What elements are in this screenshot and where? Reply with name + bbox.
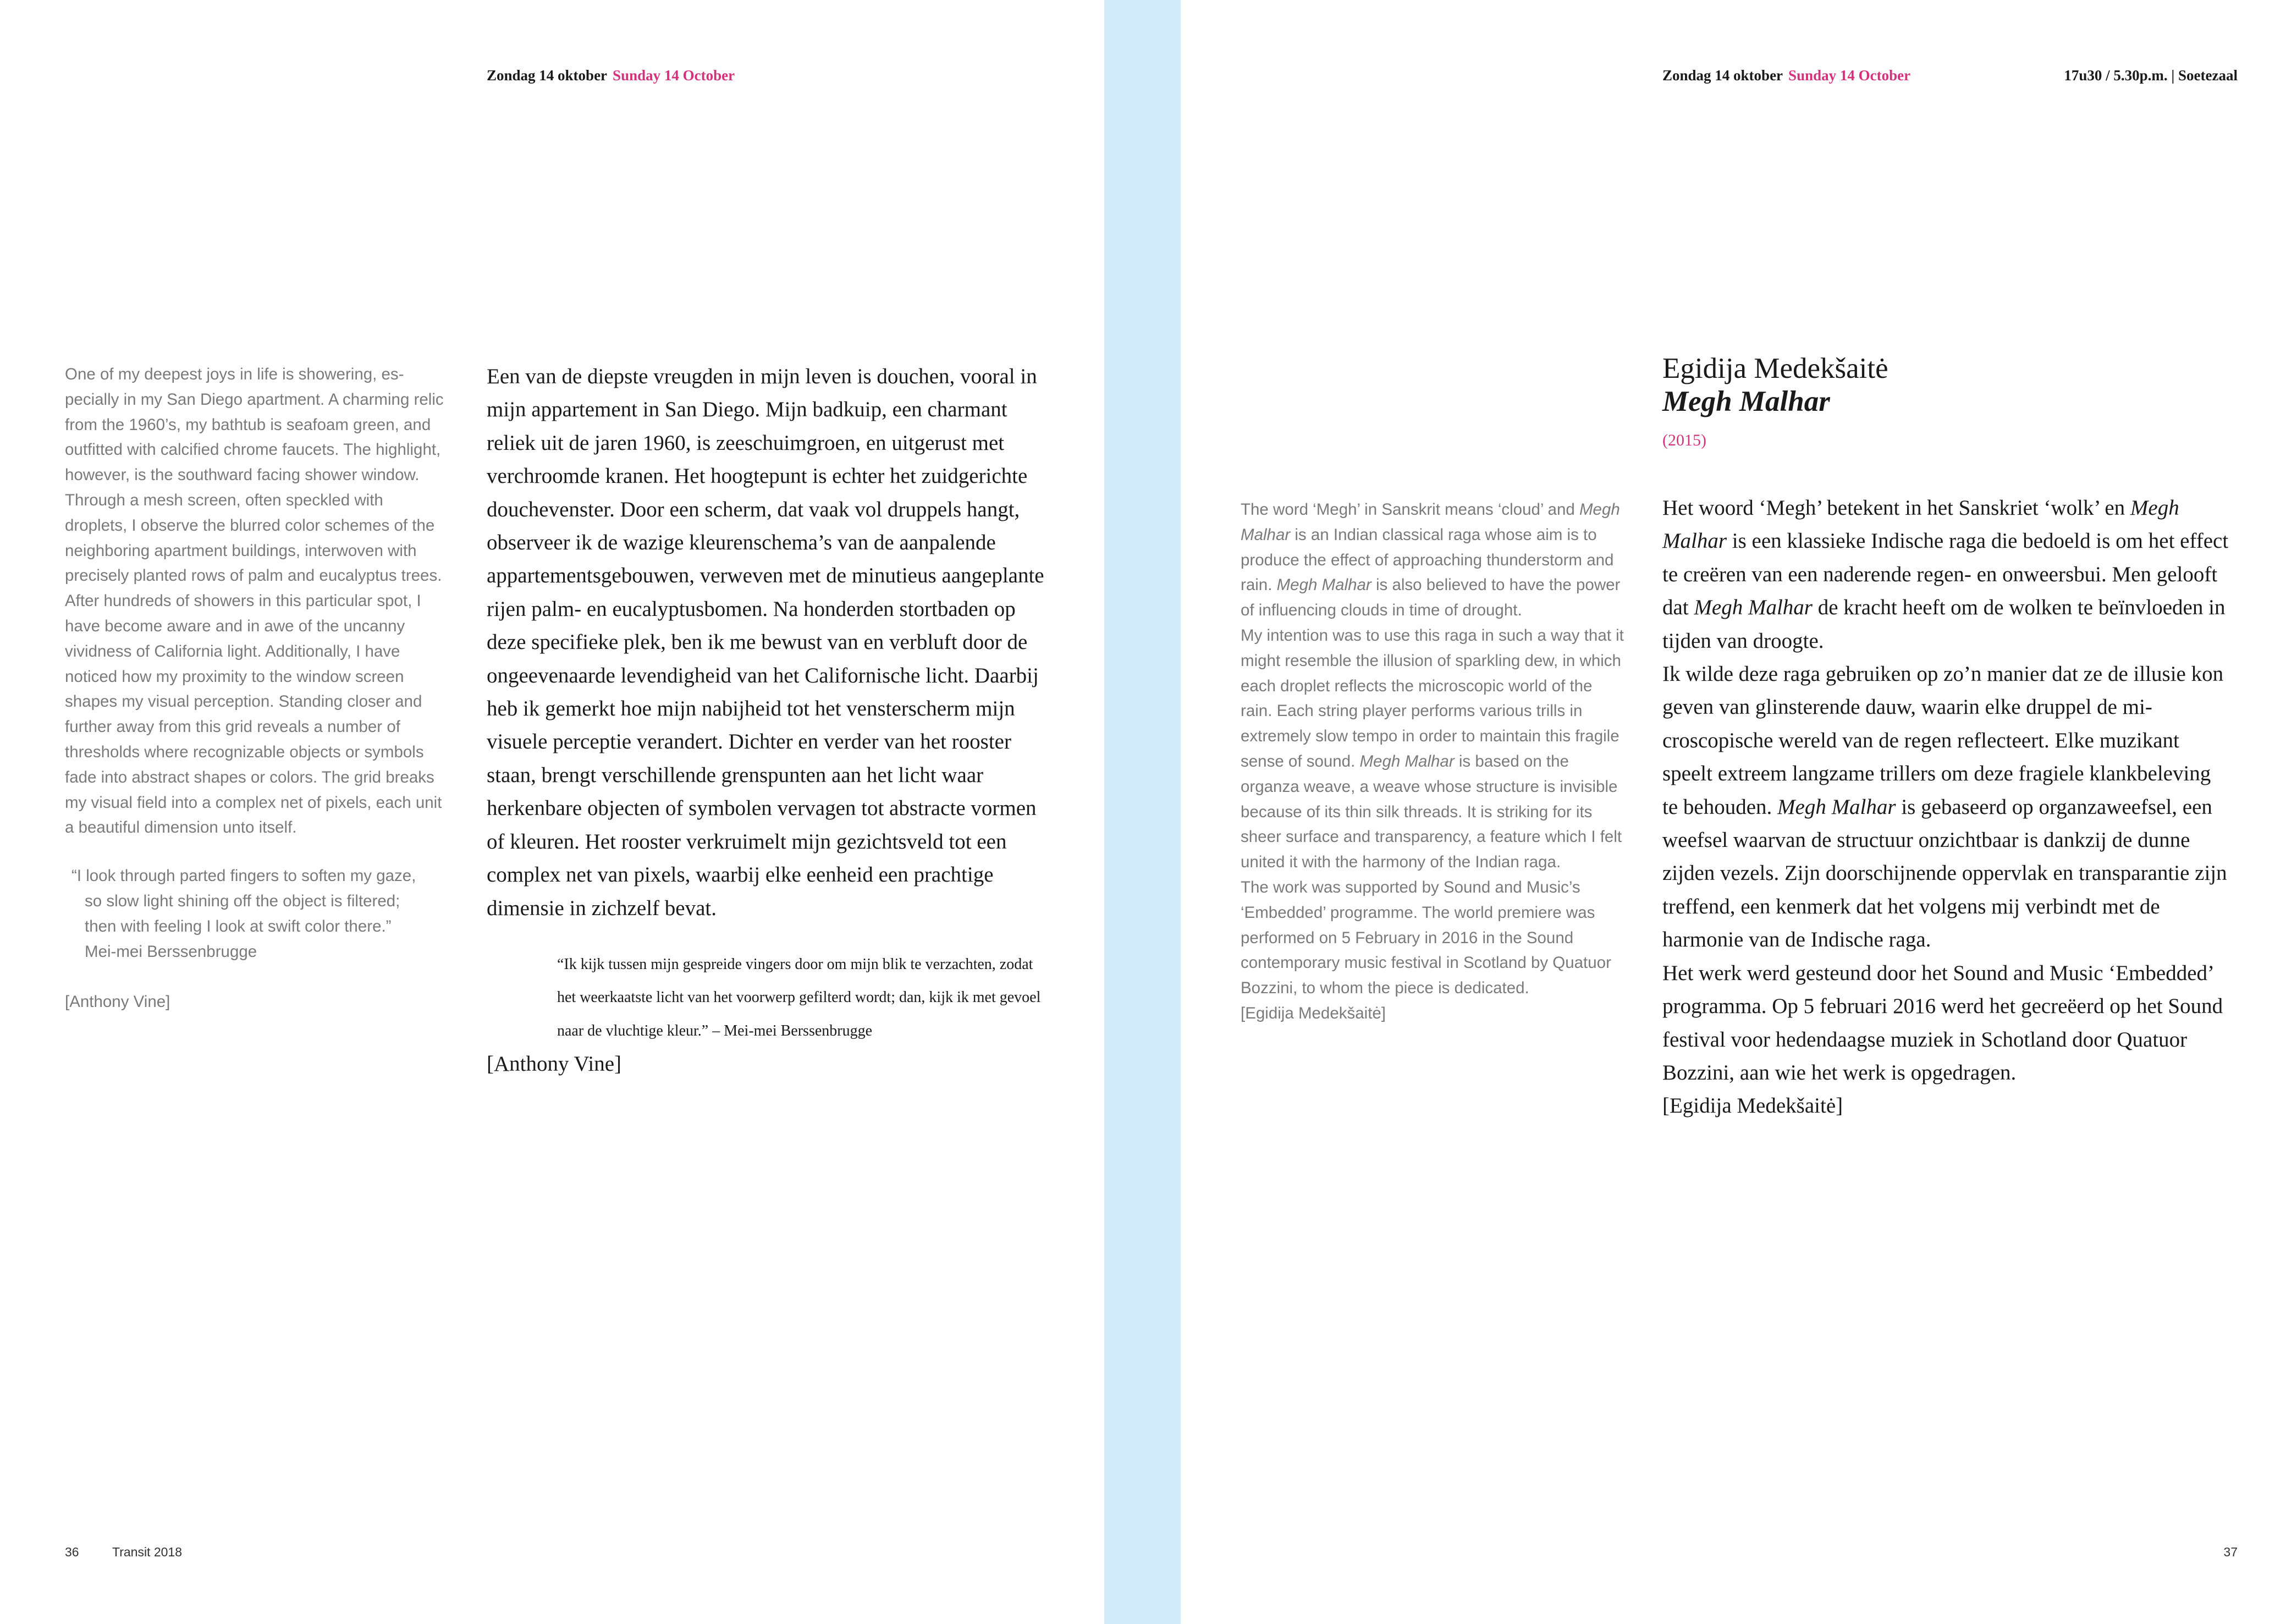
text-run: is gebaseerd op organzaweefsel, een weefsel waarvan de structuur onzichtbaar is dankzij de dunne zijden vezels. Zijn doorschijnende oppervlak en transparantie zijn treffend, een kenmerk dat het volgens mij verbindt met de harmonie van de Indische raga.	[1662, 795, 2227, 952]
composer-name: Egidija Medekšaitė	[1662, 353, 1888, 384]
text-run: de kracht heeft om de wolken te beïnvloeden in tijden van droogte.	[1662, 596, 2226, 653]
english-paragraph: The work was supported by Sound and Music’s ‘Embedded’ programme. The world premiere was performed on 5 February in 2016 in the Sound contemporary music festival in Scotland by Quatuor Bozzini, to whom the piece is dedicated.	[1241, 878, 1611, 998]
composer-heading	[1662, 352, 1888, 418]
english-quote-author: Mei-mei Berssenbrugge	[85, 942, 257, 961]
text-run: My intention was to use this raga in such a way that it might resemble the illusion of sparkling dew, in which each droplet reflects the microscopic world of the rain. Each string player performs various trills in extremely slow tempo in order to maintain this fragile sense of sound.	[1241, 626, 1624, 770]
left-page	[0, 0, 1104, 1624]
title-run: Megh Malhar	[1359, 752, 1455, 770]
title-run: Megh Malhar	[1662, 496, 2179, 553]
title-run: Megh Malhar	[1777, 795, 1896, 819]
dutch-text-column-right	[1662, 492, 2229, 1123]
text-run: is also believed to have the power of influencing clouds in time of drought.	[1241, 576, 1621, 620]
text-run: Het woord ‘Megh’ betekent in het Sanskriet ‘wolk’ en	[1662, 496, 2130, 520]
english-paragraph	[1241, 497, 1626, 623]
title-run: Megh Malhar	[1276, 576, 1371, 594]
english-quote-line: “I look through parted fingers to soften my gaze,	[71, 867, 416, 885]
english-text-column	[65, 362, 444, 1015]
text-run: is based on the organza weave, a weave whose structure is invisible because of its thin silk threads. It is striking for its sheer surface and transparency, a feature which I felt united it with the harmony of the Indian raga.	[1241, 752, 1622, 872]
dutch-text-column	[487, 360, 1053, 1081]
english-paragraph	[1241, 623, 1626, 875]
work-title: Megh Malhar	[1662, 386, 1830, 417]
text-run: is an Indian classical raga whose aim is to produce the effect of approaching thunderstorm and rain.	[1241, 525, 1614, 594]
page-number-right: 37	[2223, 1545, 2238, 1559]
work-year: (2015)	[1662, 431, 1706, 449]
header-time-venue: 17u30 / 5.30p.m. | Soetezaal	[2064, 67, 2238, 84]
text-run: Ik wilde deze raga gebruiken op zo’n manier dat ze de illusie kon geven van glinsterende dauw, waarin elke druppel de microscopische wereld van de regen reflecteert. Elke muzikant speelt extreem langzame trillers om deze fragiele klankbeleving te behouden.	[1662, 662, 2224, 819]
text-run: is een klassieke Indische raga die bedoeld is om het effect te creëren van een naderende regen- en onweersbui. Men gelooft dat	[1662, 529, 2229, 620]
header-date-en: Sunday 14 October	[1788, 67, 1911, 84]
title-run: Megh Malhar	[1241, 500, 1620, 544]
english-text-column-right	[1241, 497, 1626, 1026]
dutch-signature: [Anthony Vine]	[487, 1052, 621, 1076]
header-date-right	[1662, 67, 1910, 84]
header-date-left	[487, 67, 735, 84]
english-quote	[65, 863, 444, 964]
english-signature: [Egidija Medekšaitė]	[1241, 1004, 1386, 1022]
dutch-body: Een van de diepste vreugden in mijn leven is douchen, vooral in mijn appartement in San Diego. Mijn badkuip, een charmant reliek uit de jaren 1960, is zeeschuimgroen, en uitgerust met verchroomde kranen. Het hoogtepunt is echter het zuidgerichte douchevenster. Door een scherm, dat vaak vol druppels hangt, observeer ik de wazige kleurenschema’s van de aanpalende appartementsgebouwen, verweven met de minutieus aangeplante rijen palm- en eucalyptusbomen. Na honderden stortbaden op deze specifieke plek, ben ik me bewust van en verbluft door de ongeevenaarde levendigheid van het Californische licht. Daarbij heb ik gemerkt hoe mijn nabijheid tot het vensterscherm mijn visuele perceptie verandert. Dichter en verder van het rooster staan, brengt verschillende grenspunten aan het licht waar herkenbare objecten of symbolen vervagen tot abstracte vormen of kleuren. Het rooster verkruimelt mijn gezichtsveld tot een complex net van pixels, waarbij elke eenheid een prachtige dimensie in zichzelf bevat.	[487, 365, 1044, 920]
dutch-paragraph	[1662, 658, 2229, 957]
dutch-paragraph: Het werk werd gesteund door het Sound and Music ‘Embedded’ programma. Op 5 februari 2016 werd het gecreëerd op het Sound festival voor hedendaagse muziek in Schotland door Quatuor Bozzini, aan wie het werk is opgedragen.	[1662, 961, 2223, 1084]
english-body: One of my deepest joys in life is showering, especially in my San Diego apartment. A charming relic from the 1960’s, my bathtub is seafoam green, and outfitted with calcified chrome faucets. The highlight, however, is the southward facing shower window. Through a mesh screen, often speckled with droplets, I observe the blurred color schemes of the neighboring apartment buildings, interwoven with precisely planted rows of palm and eucalyptus trees. After hundreds of showers in this particular spot, I have become aware and in awe of the uncanny vividness of California light. Additionally, I have noticed how my proximity to the window screen shapes my visual perception. Standing closer and further away from this grid reveals a number of thresholds where recognizable objects or symbols fade into abstract shapes or colors. The grid breaks my visual field into a complex net of pixels, each unit a beautiful dimension unto itself.	[65, 365, 444, 837]
text-run: The word ‘Megh’ in Sanskrit means ‘cloud’ and	[1241, 500, 1579, 519]
page-number-left: 36	[65, 1545, 79, 1559]
header-date-nl: Zondag 14 oktober	[487, 67, 608, 84]
title-run: Megh Malhar	[1694, 596, 1813, 620]
english-quote-line: so slow light shining off the object is filtered;	[85, 891, 400, 910]
dutch-quote: “Ik kijk tussen mijn gespreide vingers door om mijn blik te verzachten, zodat het weerkaatste licht van het voorwerp gefilterd wordt; dan, kijk ik met gevoel naar de vluchtige kleur.” – Mei-mei Berssenbrugge	[557, 955, 1041, 1039]
english-signature: [Anthony Vine]	[65, 993, 170, 1011]
header-date-en: Sunday 14 October	[613, 67, 735, 84]
dutch-signature: [Egidija Medekšaitė]	[1662, 1094, 1843, 1118]
dutch-paragraph	[1662, 492, 2229, 658]
gutter-band	[1104, 0, 1181, 1624]
publication-name: Transit 2018	[112, 1545, 182, 1559]
english-quote-line: then with feeling I look at swift color there.”	[85, 917, 392, 935]
header-date-nl: Zondag 14 oktober	[1662, 67, 1783, 84]
